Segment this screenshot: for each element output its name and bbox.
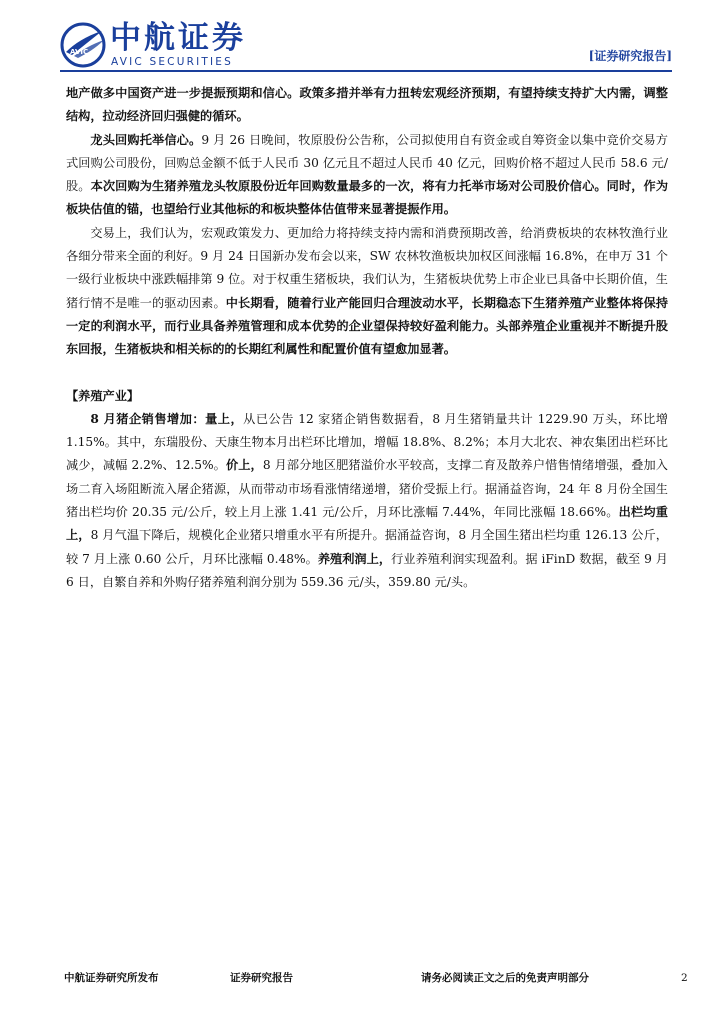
section-heading-breeding: 【养殖产业】 bbox=[66, 388, 140, 403]
hog-sales-text: 从已公告 12 家猪企销售数据看，8 月生猪销量共计 1229.90 万头，环比增 1.15%。其中，东瑞股份、天康生物本月出栏环比增加，增幅 18.8%、8.2%；本月大北农、神农集团出栏环比减少，减幅 2.2%、12.5%。 bbox=[66, 411, 668, 473]
logo-badge-text: AVIC bbox=[70, 48, 89, 56]
paragraph-hog-sales bbox=[66, 408, 668, 594]
footer-disclaimer: 请务必阅读正文之后的免责声明部分 bbox=[421, 972, 589, 984]
paragraph-policy-text: 地产做多中国资产进一步提振预期和信心。政策多措并举有力扭转宏观经济预期，有望持续支持扩大内需，调整结构，拉动经济回归强健的循环。 bbox=[66, 86, 668, 124]
page-number: 2 bbox=[681, 972, 688, 984]
hog-weight-text: 8 月气温下降后，规模化企业猪只增重水平有所提升。据涌益咨询，8 月全国生猪出栏均重 126.13 公斤，较 7 月上涨 0.60 公斤，月环比涨幅 0.48%。 bbox=[66, 528, 668, 566]
paragraph-trading-text: 交易上，我们认为，宏观政策发力、更加给力将持续支持内需和消费预期改善，给消费板块的农林牧渔行业各细分带来全面的利好。9 月 24 日国新办发布会以来，SW 农林牧渔板块加权区间涨幅 16.8%，在申万 31 个一级行业板块中涨跌幅排第 9 位。对于权重生猪板块，我们认为，生猪板块优势上市企业已具备中长期价值，生猪行情不是唯一的驱动因素。 bbox=[66, 225, 668, 310]
paragraph-buyback-tail: 本次回购为生猪养殖龙头牧原股份近年回购数量最多的一次，将有力托举市场对公司股价信心。同时，作为板块估值的锚，也望给行业其他标的和板块整体估值带来显著提振作用。 bbox=[66, 179, 669, 217]
hog-weight-lead: 出栏均重上， bbox=[66, 505, 668, 543]
paragraph-buyback-lead: 龙头回购托举信心。 bbox=[90, 132, 202, 147]
paragraph-trading-tail: 中长期看，随着行业产能回归合理波动水平，长期稳态下生猪养殖产业整体将保持一定的利润水平，而行业具备养殖管理和成本优势的企业望保持较好盈利能力。头部养殖企业重视并不断提升股东回报，生猪板块和相关标的的长期红利属性和配置价值有望愈加显著。 bbox=[66, 295, 669, 357]
logo-english-name: AVIC SECURITIES bbox=[111, 56, 233, 68]
main-content bbox=[66, 82, 668, 594]
logo-chinese-name: 中航证券 bbox=[110, 20, 246, 56]
header-divider bbox=[60, 70, 672, 72]
footer-publisher: 中航证券研究所发布 bbox=[64, 972, 159, 984]
report-type-tag: [证券研究报告] bbox=[588, 49, 672, 63]
hog-profit-lead: 养殖利润上， bbox=[317, 551, 392, 566]
paragraph-buyback bbox=[66, 129, 668, 222]
hog-price-text: 8 月部分地区肥猪溢价水平较高，支撑二育及散养户惜售情绪增强，叠加入场二育入场阻断流入屠企猪源，从而带动市场看涨情绪递增，猪价受振上行。据涌益咨询，24 年 8 月份全国生猪出栏均价 20.35 元/公斤，较上月上涨 1.41 元/公斤，月环比涨幅 7.44%，年同比涨幅 18.66%。 bbox=[66, 458, 668, 520]
paragraph-policy bbox=[66, 82, 668, 129]
page-footer bbox=[64, 970, 694, 990]
avic-logo-icon bbox=[60, 22, 106, 68]
hog-price-lead: 价上， bbox=[225, 458, 263, 473]
page-header bbox=[60, 18, 672, 70]
footer-doc-type: 证券研究报告 bbox=[230, 972, 293, 984]
hog-sales-lead: 8 月猪企销售增加：量上， bbox=[90, 411, 244, 426]
paragraph-buyback-text: 9 月 26 日晚间，牧原股份公告称，公司拟使用自有资金或自筹资金以集中竞价交易方式回购公司股份，回购总金额不低于人民币 30 亿元且不超过人民币 40 亿元，回购价格不超过人民币 58.6 元/股。 bbox=[66, 132, 668, 194]
hog-profit-text: 行业养殖利润实现盈利。据 iFinD 数据，截至 9 月 6 日，自繁自养和外购仔猪养殖利润分别为 559.36 元/头，359.80 元/头。 bbox=[66, 551, 668, 589]
paragraph-trading-view bbox=[66, 222, 668, 362]
